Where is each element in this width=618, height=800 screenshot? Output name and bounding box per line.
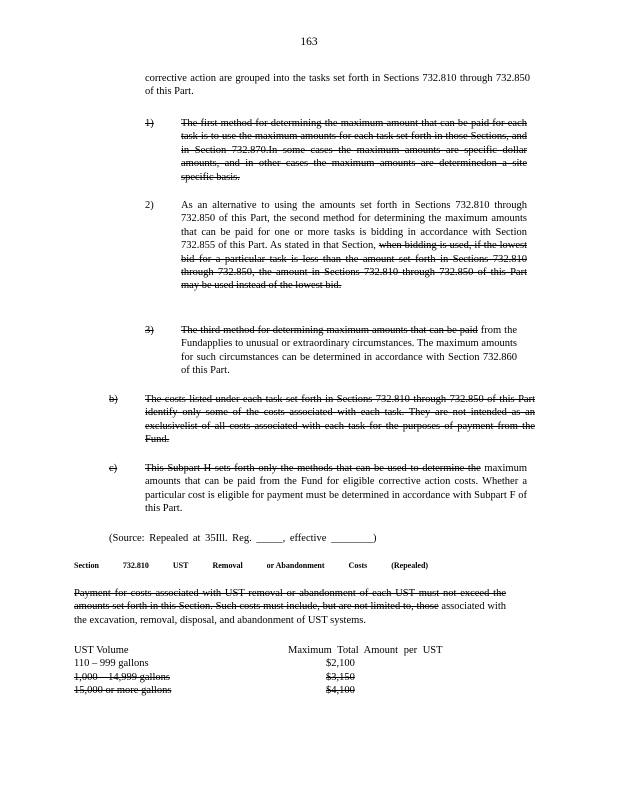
table-row [74, 684, 474, 697]
item-3-label: 3) [145, 325, 154, 336]
cost-table [74, 644, 474, 698]
section-paragraph [74, 587, 506, 627]
section-title-costs: Costs [348, 561, 368, 570]
section-title-removal: Removal [212, 561, 243, 570]
table-row [74, 657, 474, 670]
table-cell-amount: $4,100 [326, 685, 355, 697]
section-plain-text: associated with the excavation, removal, disposal, and abandonment of UST systems. [74, 601, 506, 626]
section-heading [74, 561, 554, 570]
table-header-row [74, 644, 474, 657]
table-cell-volume: 110 – 999 gallons [74, 658, 149, 670]
item-c-struck-text: This Subpart H sets forth only the methods that can be used to determine the [145, 463, 481, 474]
section-title-abandonment: or Abandonment [266, 561, 325, 570]
item-2-plain-text: As an alternative to using the amounts set forth in Sections 732.810 through 732.850 of this Part, the second method for determining the maximum amounts that can be paid for one or more tasks is bidding in accordance with Section 732.855 of this Part. As stated in that Section, [181, 200, 527, 252]
item-3-struck-text: The third method for determining maximum amounts that can be paid [181, 325, 478, 336]
column-header-amount: Maximum Total Amount per UST [288, 645, 443, 656]
page-number: 163 [300, 36, 318, 48]
item-c-plain-text: maximum amounts that can be paid from the Fund for eligible corrective action costs. Whether a particular cost is eligible for payment must be determined in accordance with Subpart F of this Part. [145, 463, 527, 515]
column-header-volume: UST Volume [74, 645, 129, 656]
item-b-text: The costs listed under each task set forth in Sections 732.810 through 732.850 of this Part identify only some of the costs associated with each task. They are not intended as an exclusivelist of all costs associated with each task for the purposes of payment from the Fund. [145, 394, 535, 446]
table-cell-amount: $3,150 [326, 671, 355, 683]
table-cell-volume: 1,000 – 14,999 gallons [74, 671, 170, 683]
item-b-label: b) [109, 394, 118, 405]
intro-paragraph: corrective action are grouped into the tasks set forth in Sections 732.810 through 732.850 of this Part. [145, 73, 530, 98]
item-2-text [181, 199, 527, 293]
section-title-ust: UST [172, 561, 189, 570]
item-1-text: The first method for determining the maximum amount that can be paid for each task is to use the maximum amounts for each task set forth in those Sections, and in Section 732.870.In some cases the maximum amounts are specific dollar amounts, and in other cases the maximum amounts are determinedon a site specific basis. [181, 118, 527, 183]
table-cell-amount: $2,100 [326, 658, 355, 670]
table-row [74, 671, 474, 684]
item-c-label: c) [109, 463, 118, 474]
table-cell-volume: 15,000 or more gallons [74, 685, 172, 697]
item-c-text [145, 462, 527, 516]
item-3-plain-text: from the Fundapplies to unusual or extraordinary circumstances. The maximum amounts for such circumstances can be determined in accordance with Section 732.860 of this Part. [181, 325, 518, 377]
section-word: Section [74, 561, 99, 570]
section-status: (Repealed) [391, 561, 429, 570]
item-2-label: 2) [145, 200, 154, 211]
item-1-label: 1) [145, 118, 154, 129]
section-number: 732.810 [122, 561, 149, 570]
section-struck-text: Payment for costs associated with UST removal or abandonment of each UST must not exceed the amounts set forth in this Section. Such costs must include, but are not limited to, those [74, 588, 506, 613]
item-3-text [181, 324, 517, 378]
source-note: (Source: Repealed at 35Ill. Reg. _____, effective ________) [109, 533, 377, 544]
item-2-struck-text: when bidding is used, if the lowest bid for a particular task is less than the amount set forth in Sections 732.810 through 732.850, the amount in Sections 732.810 through 732.850 of this Part may be used instead of the lowest bid. [181, 240, 528, 292]
